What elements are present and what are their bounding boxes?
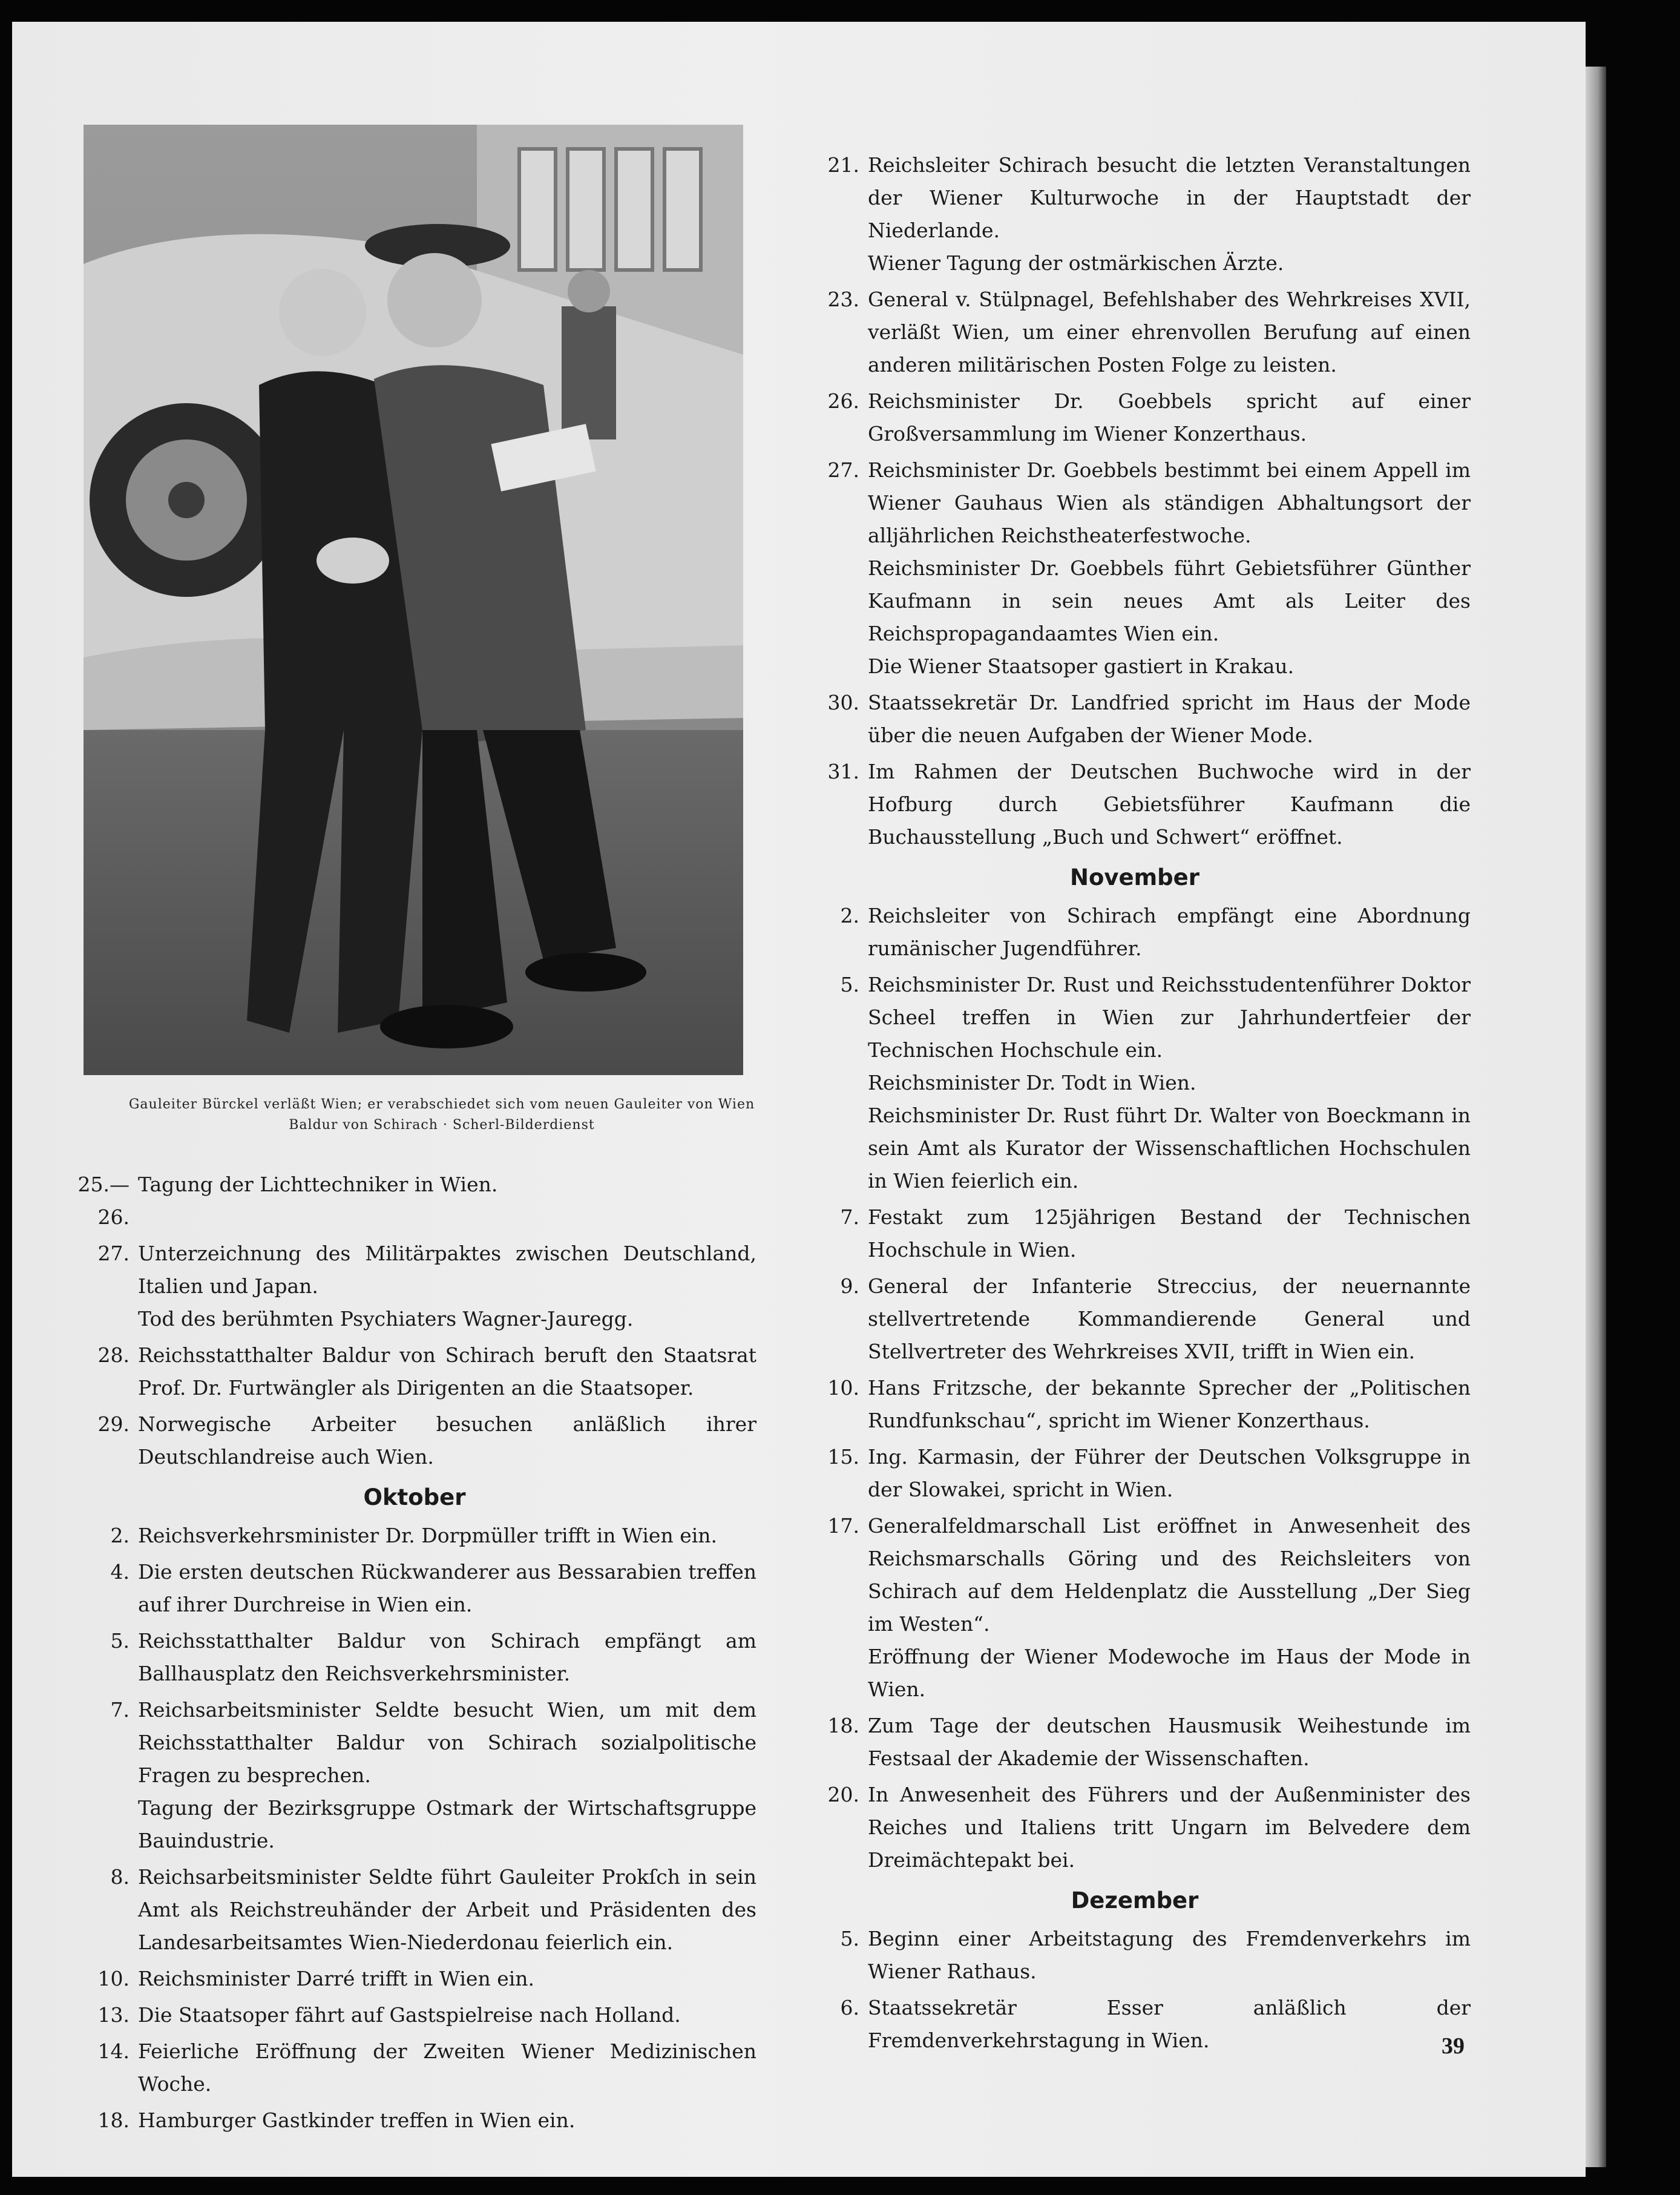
calendar-entry <box>799 149 1471 280</box>
entry-paragraph: Hans Fritzsche, der bekannte Sprecher der „Politischen Rundfunkschau“, spricht im Wiener Konzerthaus. <box>868 1376 1471 1432</box>
calendar-entry <box>799 454 1471 683</box>
calendar-entry <box>73 1408 756 1473</box>
entry-date: 4. <box>110 1560 130 1584</box>
entry-text <box>138 1339 756 1404</box>
entry-paragraph: Reichsminister Dr. Goebbels spricht auf einer Großversammlung im Wiener Konzerthaus. <box>868 389 1471 446</box>
entry-paragraph: Reichsleiter Schirach besucht die letzten Veranstaltungen der Wiener Kulturwoche in der Hauptstadt der Niederlande. <box>868 153 1471 242</box>
calendar-entry <box>799 1441 1471 1506</box>
calendar-entry <box>73 1556 756 1621</box>
entry-text <box>868 454 1471 683</box>
entry-date: 5. <box>840 1927 859 1950</box>
entry-date: 29. <box>97 1412 130 1436</box>
entry-paragraph: General v. Stülpnagel, Befehlshaber des Wehrkreises XVII, verläßt Wien, um einer ehrenvollen Berufung auf einen anderen militärischen Posten Folge zu leisten. <box>868 288 1471 377</box>
entry-date: 26. <box>827 389 859 413</box>
calendar-entry <box>73 2104 756 2137</box>
page-edge <box>1586 67 1606 2167</box>
entry-date: 23. <box>827 288 859 311</box>
entry-paragraph: Unterzeichnung des Militärpaktes zwischen Deutschland, Italien und Japan. <box>138 1242 756 1298</box>
entry-text <box>868 1270 1471 1368</box>
left-column <box>73 1168 756 2141</box>
entry-date: 15. <box>827 1445 859 1469</box>
photo-illustration <box>84 125 743 1075</box>
calendar-entry <box>799 1710 1471 1775</box>
entry-paragraph: Tagung der Bezirksgruppe Ostmark der Wirtschaftsgruppe Bauindustrie. <box>138 1796 756 1852</box>
calendar-entry <box>73 1694 756 1857</box>
entry-date: 27. <box>97 1242 130 1265</box>
calendar-entry <box>799 1372 1471 1437</box>
entry-date: 25.—26. <box>77 1173 130 1229</box>
month-heading-november: November <box>1070 864 1199 890</box>
page <box>12 22 1586 2177</box>
entry-text <box>868 755 1471 854</box>
entry-date: 31. <box>827 760 859 783</box>
entry-date: 17. <box>827 1514 859 1538</box>
entry-paragraph: Norwegische Arbeiter besuchen anläßlich ihrer Deutschlandreise auch Wien. <box>138 1412 756 1469</box>
right-entries-dezember <box>799 1923 1471 2057</box>
calendar-entry <box>799 755 1471 854</box>
entry-paragraph: Reichsarbeitsminister Seldte führt Gauleiter Prokſch in sein Amt als Reichstreuhänder der Arbeit und Präsidenten des Landesarbeitsamtes Wien-Niederdonau feierlich ein. <box>138 1865 756 1954</box>
calendar-entry <box>73 1168 756 1234</box>
entry-date: 6. <box>840 1996 859 2019</box>
calendar-entry <box>73 1519 756 1552</box>
entry-date: 28. <box>97 1343 130 1367</box>
entry-text <box>868 686 1471 752</box>
entry-date: 21. <box>827 153 859 177</box>
entry-paragraph: Zum Tage der deutschen Hausmusik Weihestunde im Festsaal der Akademie der Wissenschaften. <box>868 1714 1471 1770</box>
calendar-entry <box>73 1625 756 1690</box>
entry-paragraph: Beginn einer Arbeitstagung des Fremdenverkehrs im Wiener Rathaus. <box>868 1927 1471 1983</box>
calendar-entry <box>73 1237 756 1335</box>
entry-text <box>868 385 1471 450</box>
entry-text <box>138 1694 756 1857</box>
month-heading-dezember: Dezember <box>1071 1887 1199 1914</box>
entry-paragraph: Staatssekretär Dr. Landfried spricht im Haus der Mode über die neuen Aufgaben der Wiener Mode. <box>868 691 1471 747</box>
entry-paragraph: Staatssekretär Esser anläßlich der Fremdenverkehrstagung in Wien. <box>868 1996 1471 2052</box>
entry-paragraph: Reichsarbeitsminister Seldte besucht Wien, um mit dem Reichsstatthalter Baldur von Schirach sozialpolitische Fragen zu besprechen. <box>138 1698 756 1787</box>
left-entries-september <box>73 1168 756 1473</box>
entry-paragraph: Reichsstatthalter Baldur von Schirach empfängt am Ballhausplatz den Reichsverkehrsminister. <box>138 1629 756 1685</box>
calendar-entry <box>799 1923 1471 1988</box>
entry-paragraph: Die Staatsoper fährt auf Gastspielreise nach Holland. <box>138 2003 681 2027</box>
photo-gauleiter-handshake <box>84 125 743 1075</box>
entry-text <box>868 149 1471 280</box>
entry-text <box>868 1372 1471 1437</box>
entry-text <box>868 1779 1471 1877</box>
calendar-entry <box>799 283 1471 381</box>
entry-text <box>138 1408 756 1473</box>
entry-paragraph: In Anwesenheit des Führers und der Außenminister des Reiches und Italiens tritt Ungarn im Belvedere dem Dreimächtepakt bei. <box>868 1783 1471 1872</box>
entry-text <box>138 1237 756 1335</box>
entry-paragraph: Wiener Tagung der ostmärkischen Ärzte. <box>868 251 1284 275</box>
entry-date: 7. <box>840 1205 859 1229</box>
calendar-entry <box>73 1999 756 2032</box>
entry-date: 10. <box>97 1967 130 1990</box>
entry-date: 13. <box>97 2003 130 2027</box>
right-entries-oktober <box>799 149 1471 854</box>
calendar-entry <box>799 969 1471 1197</box>
entry-date: 27. <box>827 458 859 482</box>
entry-paragraph: Reichsminister Darré trifft in Wien ein. <box>138 1967 535 1990</box>
calendar-entry <box>73 1963 756 1995</box>
entry-text <box>138 1999 756 2032</box>
right-column <box>799 149 1471 2061</box>
entry-paragraph: Tod des berühmten Psychiaters Wagner-Jauregg. <box>138 1307 634 1331</box>
entry-paragraph: Generalfeldmarschall List eröffnet in Anwesenheit des Reichsmarschalls Göring und des Reichsleiters von Schirach auf dem Heldenplatz die Ausstellung „Der Sieg im Westen“. <box>868 1514 1471 1636</box>
calendar-entry <box>799 900 1471 965</box>
photo-caption <box>48 1094 835 1136</box>
entry-text <box>868 900 1471 965</box>
entry-date: 20. <box>827 1783 859 1806</box>
entry-paragraph: Reichsminister Dr. Rust und Reichsstudentenführer Doktor Scheel treffen in Wien zur Jahrhundertfeier der Technischen Hochschule ein. <box>868 973 1471 1062</box>
entry-paragraph: Im Rahmen der Deutschen Buchwoche wird in der Hofburg durch Gebietsführer Kaufmann die Buchausstellung „Buch und Schwert“ eröffnet. <box>868 760 1471 849</box>
entry-text <box>138 2035 756 2101</box>
entry-date: 7. <box>110 1698 130 1722</box>
calendar-entry <box>73 1861 756 1959</box>
entry-paragraph: General der Infanterie Streccius, der neuernannte stellvertretende Kommandierende General und Stellvertreter des Wehrkreises XVII, trifft in Wien ein. <box>868 1274 1471 1363</box>
month-heading-oktober: Oktober <box>363 1484 466 1510</box>
entry-paragraph: Reichsminister Dr. Rust führt Dr. Walter von Boeckmann in sein Amt als Kurator der Wissenschaftlichen Hochschulen in Wien feierlich ein. <box>868 1104 1471 1193</box>
entry-paragraph: Reichsstatthalter Baldur von Schirach beruft den Staatsrat Prof. Dr. Furtwängler als Dirigenten an die Staatsoper. <box>138 1343 756 1400</box>
entry-text <box>868 1923 1471 1988</box>
calendar-entry <box>73 1339 756 1404</box>
calendar-entry <box>73 2035 756 2101</box>
entry-date: 18. <box>827 1714 859 1737</box>
entry-text <box>868 1992 1471 2057</box>
entry-text <box>868 1510 1471 1706</box>
entry-text <box>138 1556 756 1621</box>
entry-date: 5. <box>110 1629 130 1653</box>
entry-date: 10. <box>827 1376 859 1400</box>
entry-paragraph: Die Wiener Staatsoper gastiert in Krakau. <box>868 654 1294 678</box>
calendar-entry <box>799 385 1471 450</box>
entry-text <box>138 1519 756 1552</box>
calendar-entry <box>799 1992 1471 2057</box>
entry-date: 8. <box>110 1865 130 1889</box>
entry-date: 5. <box>840 973 859 996</box>
entry-text <box>868 283 1471 381</box>
entry-paragraph: Festakt zum 125jährigen Bestand der Technischen Hochschule in Wien. <box>868 1205 1471 1262</box>
entry-date: 14. <box>97 2039 130 2063</box>
calendar-entry <box>799 1779 1471 1877</box>
entry-date: 30. <box>827 691 859 714</box>
entry-paragraph: Reichsminister Dr. Goebbels bestimmt bei einem Appell im Wiener Gauhaus Wien als ständigen Abhaltungsort der alljährlichen Reichstheaterfestwoche. <box>868 458 1471 547</box>
page-number: 39 <box>1442 2033 1465 2059</box>
entry-paragraph: Feierliche Eröffnung der Zweiten Wiener Medizinischen Woche. <box>138 2039 756 2096</box>
entry-date: 2. <box>840 904 859 927</box>
entry-date: 9. <box>840 1274 859 1298</box>
entry-paragraph: Eröffnung der Wiener Modewoche im Haus der Mode in Wien. <box>868 1645 1471 1701</box>
entry-text <box>138 1625 756 1690</box>
calendar-entry <box>799 1270 1471 1368</box>
entry-text <box>868 969 1471 1197</box>
entry-paragraph: Reichsleiter von Schirach empfängt eine Abordnung rumänischer Jugendführer. <box>868 904 1471 960</box>
entry-date: 2. <box>110 1524 130 1547</box>
entry-text <box>138 1963 756 1995</box>
entry-date: 18. <box>97 2108 130 2132</box>
entry-paragraph: Hamburger Gastkinder treffen in Wien ein. <box>138 2108 576 2132</box>
caption-line-1: Gauleiter Bürckel verläßt Wien; er verabschiedet sich vom neuen Gauleiter von Wien <box>128 1097 755 1112</box>
right-entries-november <box>799 900 1471 1877</box>
caption-line-2: Baldur von Schirach · Scherl-Bilderdienst <box>289 1117 595 1133</box>
entry-paragraph: Reichsminister Dr. Goebbels führt Gebietsführer Günther Kaufmann in sein neues Amt als Leiter des Reichspropagandaamtes Wien ein. <box>868 556 1471 645</box>
entry-paragraph: Reichsverkehrsminister Dr. Dorpmüller trifft in Wien ein. <box>138 1524 718 1547</box>
entry-text <box>868 1441 1471 1506</box>
entry-paragraph: Tagung der Lichttechniker in Wien. <box>138 1173 498 1196</box>
entry-text <box>138 2104 756 2137</box>
entry-text <box>138 1861 756 1959</box>
entry-paragraph: Reichsminister Dr. Todt in Wien. <box>868 1071 1196 1094</box>
calendar-entry <box>799 1201 1471 1266</box>
entry-paragraph: Ing. Karmasin, der Führer der Deutschen Volksgruppe in der Slowakei, spricht in Wien. <box>868 1445 1471 1501</box>
entry-text <box>138 1168 756 1234</box>
calendar-entry <box>799 686 1471 752</box>
left-entries-oktober <box>73 1519 756 2137</box>
entry-text <box>868 1710 1471 1775</box>
calendar-entry <box>799 1510 1471 1706</box>
entry-paragraph: Die ersten deutschen Rückwanderer aus Bessarabien treffen auf ihrer Durchreise in Wien ein. <box>138 1560 756 1616</box>
entry-text <box>868 1201 1471 1266</box>
